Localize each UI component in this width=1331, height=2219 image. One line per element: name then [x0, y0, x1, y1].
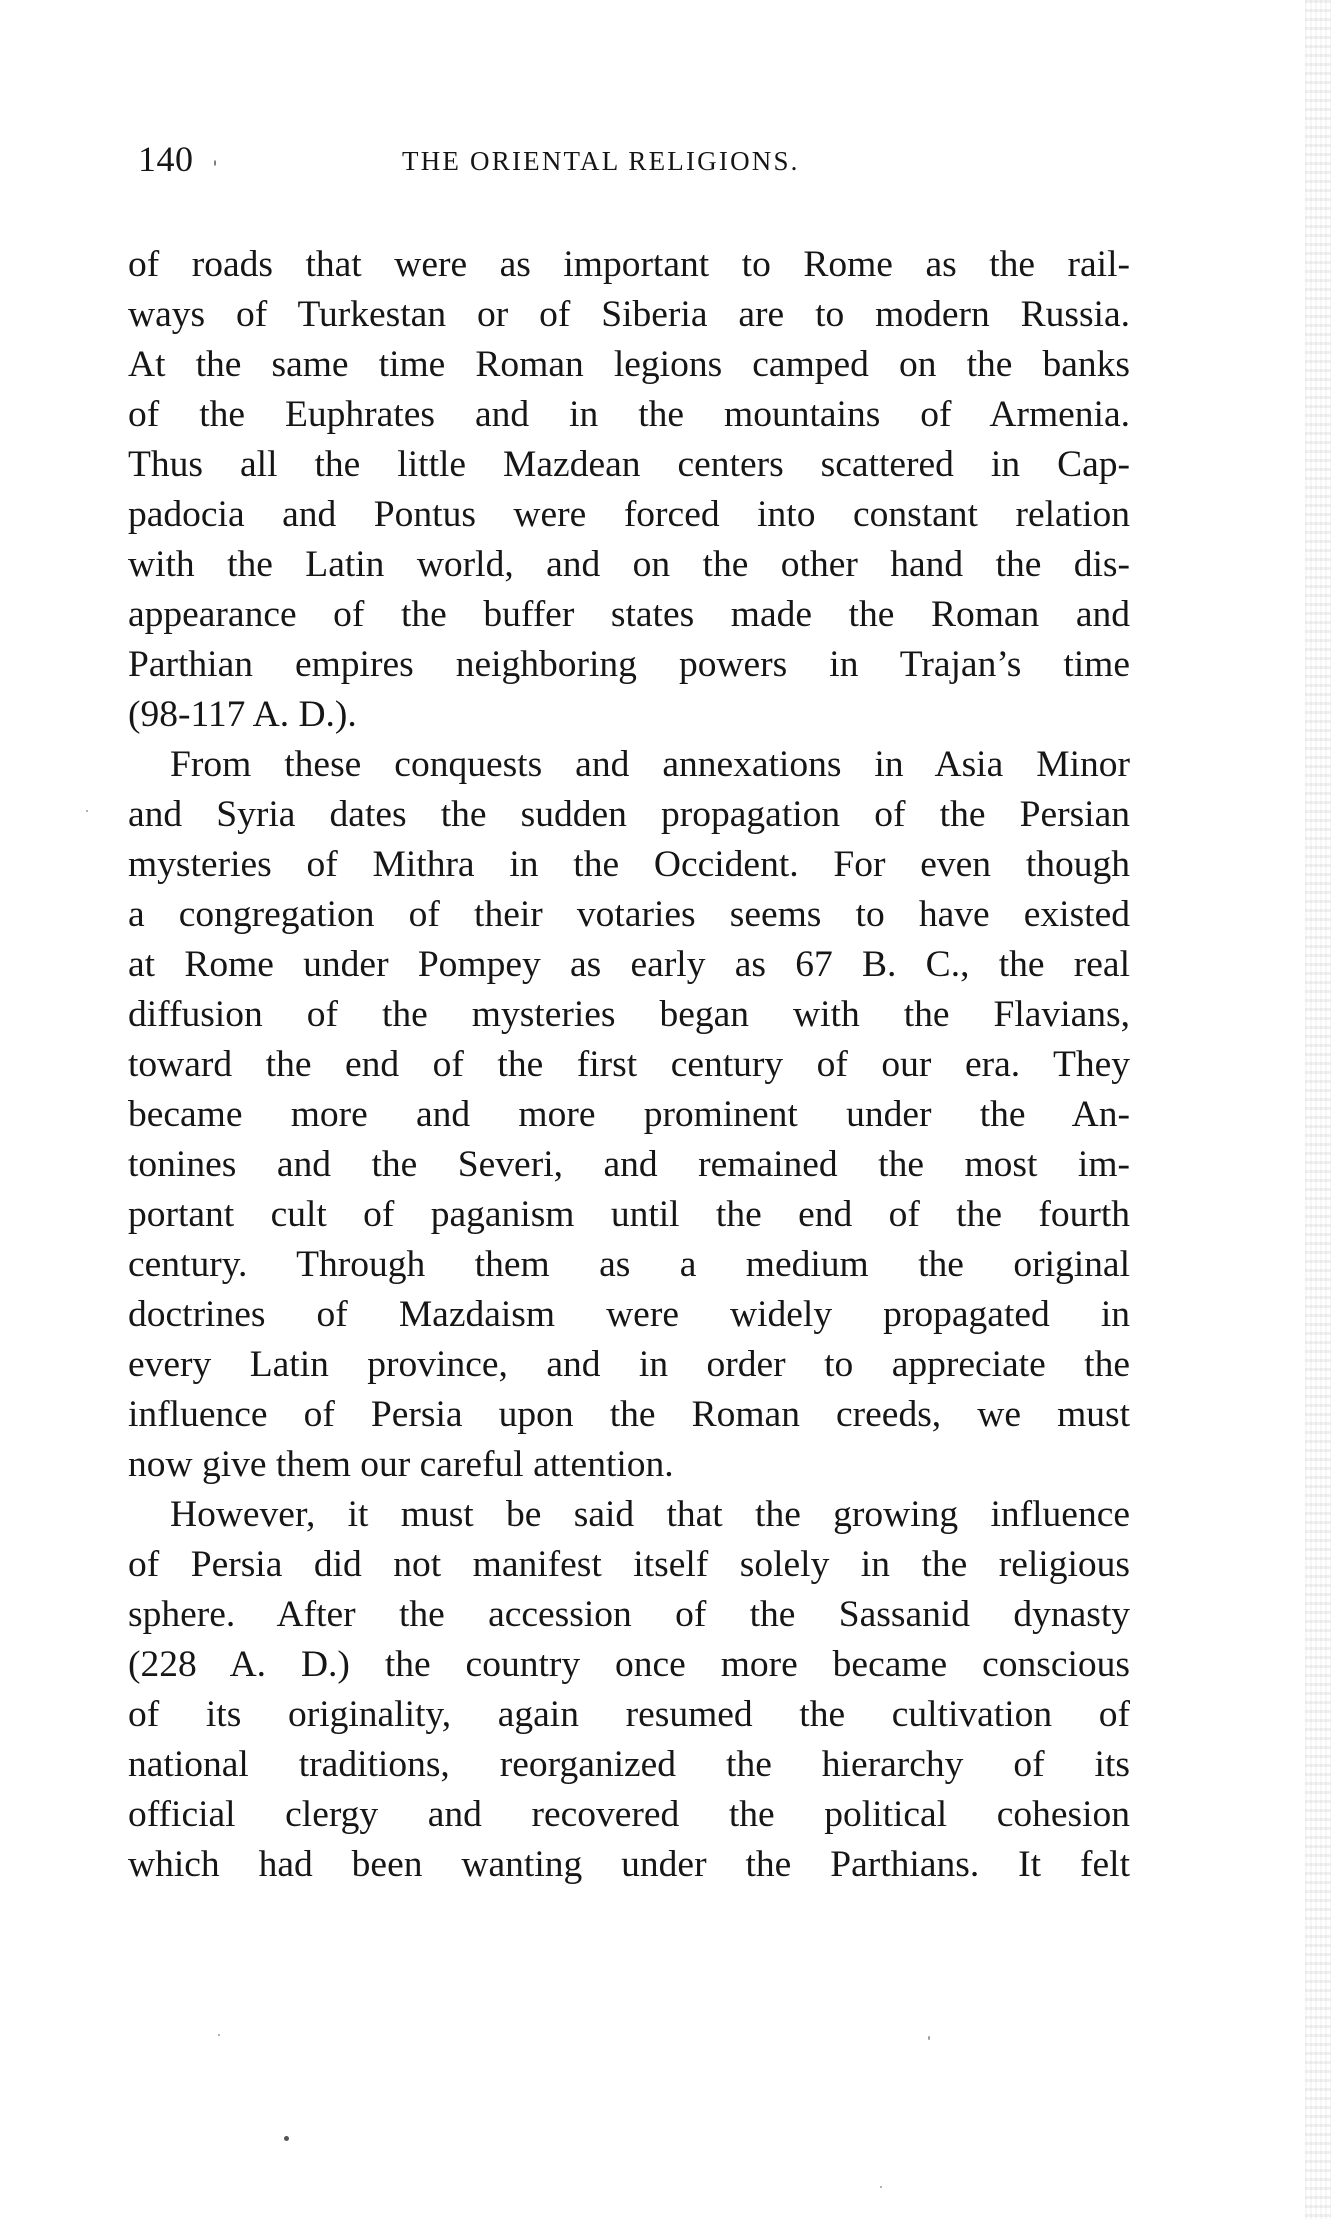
text-line: Parthian empires neighboring powers in Trajan’s time [128, 644, 1130, 685]
paragraph [128, 1490, 1130, 1890]
text-line: every Latin province, and in order to appreciate the [128, 1344, 1130, 1385]
text-line: official clergy and recovered the political cohesion [128, 1794, 1130, 1835]
text-line: (98-117 A. D.). [128, 694, 357, 735]
text-line: which had been wanting under the Parthians. It felt [128, 1844, 1130, 1885]
text-line: doctrines of Mazdaism were widely propagated in [128, 1294, 1130, 1335]
text-line: At the same time Roman legions camped on the banks [128, 344, 1130, 385]
text-line: and Syria dates the sudden propagation of the Persian [128, 794, 1130, 835]
running-head [130, 138, 1130, 188]
text-line: ways of Turkestan or of Siberia are to modern Russia. [128, 294, 1130, 335]
body-text [128, 240, 1130, 1890]
text-line: with the Latin world, and on the other hand the dis- [128, 544, 1130, 585]
text-line: of Persia did not manifest itself solely in the religious [128, 1544, 1130, 1585]
text-line: now give them our careful attention. [128, 1444, 674, 1485]
text-line: sphere. After the accession of the Sassanid dynasty [128, 1594, 1130, 1635]
text-line: national traditions, reorganized the hierarchy of its [128, 1744, 1130, 1785]
text-line: toward the end of the first century of our era. They [128, 1044, 1130, 1085]
text-line: Thus all the little Mazdean centers scattered in Cap- [128, 444, 1130, 485]
text-line: at Rome under Pompey as early as 67 B. C., the real [128, 944, 1130, 985]
text-line: diffusion of the mysteries began with the Flavians, [128, 994, 1130, 1035]
text-line: appearance of the buffer states made the Roman and [128, 594, 1130, 635]
text-line: (228 A. D.) the country once more became conscious [128, 1644, 1130, 1685]
running-title: THE ORIENTAL RELIGIONS. [402, 146, 800, 176]
text-line: However, it must be said that the growing influence [170, 1494, 1130, 1535]
text-line: tonines and the Severi, and remained the most im- [128, 1144, 1130, 1185]
text-line: century. Through them as a medium the original [128, 1244, 1130, 1285]
text-line: became more and more prominent under the An- [128, 1094, 1130, 1135]
text-line: a congregation of their votaries seems to have existed [128, 894, 1130, 935]
text-line: of roads that were as important to Rome as the rail- [128, 244, 1130, 285]
speck [284, 2136, 289, 2141]
text-line: mysteries of Mithra in the Occident. For even though [128, 844, 1130, 885]
scan-edge [1305, 0, 1331, 2219]
text-line: of the Euphrates and in the mountains of Armenia. [128, 394, 1130, 435]
paragraph [128, 240, 1130, 740]
text-line: padocia and Pontus were forced into constant relation [128, 494, 1130, 535]
text-line: From these conquests and annexations in Asia Minor [170, 744, 1130, 785]
speck [928, 2036, 930, 2040]
text-line: of its originality, again resumed the cultivation of [128, 1694, 1130, 1735]
speck [214, 160, 216, 166]
text-line: influence of Persia upon the Roman creeds, we must [128, 1394, 1130, 1435]
speck [880, 2186, 882, 2188]
speck [218, 2034, 220, 2036]
text-line: portant cult of paganism until the end of the fourth [128, 1194, 1130, 1235]
speck [86, 810, 88, 812]
page-number: 140 [138, 139, 194, 179]
paragraph [128, 740, 1130, 1490]
